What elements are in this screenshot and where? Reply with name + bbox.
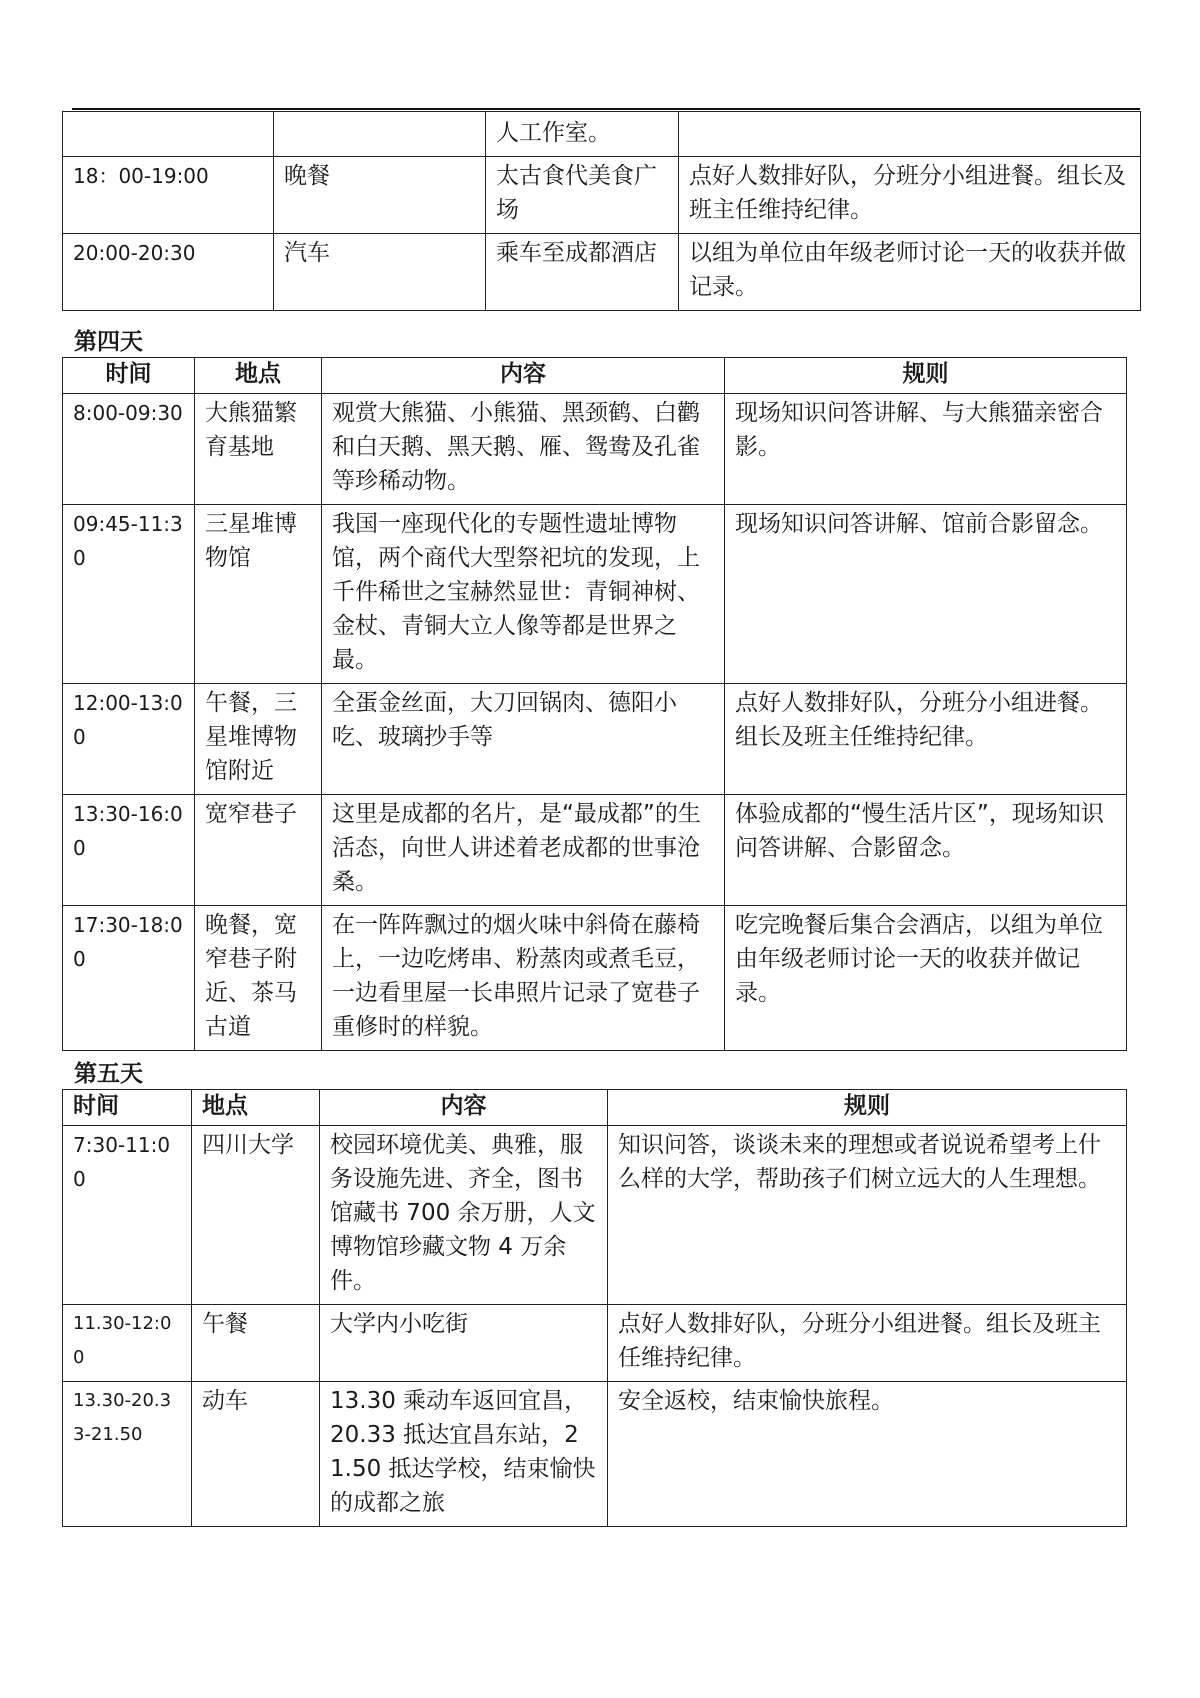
day5-title: 第五天 bbox=[74, 1061, 143, 1087]
top-divider bbox=[72, 108, 1140, 110]
table-header-row bbox=[63, 358, 1127, 394]
table-row bbox=[63, 795, 1127, 906]
table-row bbox=[63, 1126, 1127, 1305]
header-place: 地点 bbox=[192, 1090, 320, 1126]
day4-schedule-table bbox=[62, 357, 1127, 1051]
rules-cell: 点好人数排好队，分班分小组进餐。组长及班主任维持纪律。 bbox=[679, 157, 1141, 234]
content-cell: 乘车至成都酒店 bbox=[486, 234, 679, 311]
header-time: 时间 bbox=[63, 1090, 192, 1126]
place-cell bbox=[274, 112, 486, 157]
place-cell: 晚餐 bbox=[274, 157, 486, 234]
time-cell: 13:30-16:00 bbox=[63, 795, 195, 906]
table-row bbox=[63, 684, 1127, 795]
rules-cell: 安全返校，结束愉快旅程。 bbox=[608, 1382, 1127, 1527]
time-cell: 11.30-12:00 bbox=[63, 1305, 192, 1382]
content-cell: 这里是成都的名片，是“最成都”的生活态，向世人讲述着老成都的世事沧桑。 bbox=[322, 795, 725, 906]
time-cell: 7:30-11:00 bbox=[63, 1126, 192, 1305]
table-row bbox=[63, 1382, 1127, 1527]
time-cell bbox=[63, 112, 274, 157]
table-row bbox=[63, 1305, 1127, 1382]
place-cell: 晚餐，宽窄巷子附近、茶马古道 bbox=[195, 906, 322, 1051]
content-cell: 观赏大熊猫、小熊猫、黑颈鹤、白鹳和白天鹅、黑天鹅、雁、鸳鸯及孔雀等珍稀动物。 bbox=[322, 394, 725, 505]
content-cell: 全蛋金丝面，大刀回锅肉、德阳小吃、玻璃抄手等 bbox=[322, 684, 725, 795]
day3-schedule-table bbox=[62, 111, 1141, 311]
time-cell: 17:30-18:00 bbox=[63, 906, 195, 1051]
rules-cell: 以组为单位由年级老师讨论一天的收获并做记录。 bbox=[679, 234, 1141, 311]
header-content: 内容 bbox=[320, 1090, 608, 1126]
place-cell: 四川大学 bbox=[192, 1126, 320, 1305]
time-cell: 12:00-13:00 bbox=[63, 684, 195, 795]
content-cell: 我国一座现代化的专题性遗址博物馆，两个商代大型祭祀坑的发现，上千件稀世之宝赫然显世：青铜神树、金杖、青铜大立人像等都是世界之最。 bbox=[322, 505, 725, 684]
rules-cell: 吃完晚餐后集合会酒店，以组为单位由年级老师讨论一天的收获并做记录。 bbox=[725, 906, 1127, 1051]
place-cell: 大熊猫繁育基地 bbox=[195, 394, 322, 505]
content-cell: 大学内小吃街 bbox=[320, 1305, 608, 1382]
content-cell: 校园环境优美、典雅，服务设施先进、齐全，图书馆藏书 700 余万册，人文博物馆珍藏文物 4 万余件。 bbox=[320, 1126, 608, 1305]
content-cell: 太古食代美食广场 bbox=[486, 157, 679, 234]
place-cell: 汽车 bbox=[274, 234, 486, 311]
place-cell: 午餐 bbox=[192, 1305, 320, 1382]
content-cell: 13.30 乘动车返回宜昌，20.33 抵达宜昌东站，21.50 抵达学校，结束愉快的成都之旅 bbox=[320, 1382, 608, 1527]
table-row bbox=[63, 234, 1141, 311]
header-rules: 规则 bbox=[725, 358, 1127, 394]
day4-title: 第四天 bbox=[74, 329, 143, 355]
table-row bbox=[63, 906, 1127, 1051]
rules-cell bbox=[679, 112, 1141, 157]
place-cell: 三星堆博物馆 bbox=[195, 505, 322, 684]
day5-schedule-table bbox=[62, 1089, 1127, 1527]
table-row bbox=[63, 157, 1141, 234]
table-row bbox=[63, 112, 1141, 157]
rules-cell: 知识问答，谈谈未来的理想或者说说希望考上什么样的大学，帮助孩子们树立远大的人生理想。 bbox=[608, 1126, 1127, 1305]
table-row bbox=[63, 505, 1127, 684]
table-row bbox=[63, 394, 1127, 505]
time-cell: 18：00-19:00 bbox=[63, 157, 274, 234]
table-header-row bbox=[63, 1090, 1127, 1126]
place-cell: 宽窄巷子 bbox=[195, 795, 322, 906]
time-cell: 09:45-11:30 bbox=[63, 505, 195, 684]
rules-cell: 体验成都的“慢生活片区”，现场知识问答讲解、合影留念。 bbox=[725, 795, 1127, 906]
time-cell: 13.30-20.33-21.50 bbox=[63, 1382, 192, 1527]
header-content: 内容 bbox=[322, 358, 725, 394]
time-cell: 20:00-20:30 bbox=[63, 234, 274, 311]
content-cell: 人工作室。 bbox=[486, 112, 679, 157]
header-time: 时间 bbox=[63, 358, 195, 394]
rules-cell: 点好人数排好队，分班分小组进餐。组长及班主任维持纪律。 bbox=[725, 684, 1127, 795]
header-place: 地点 bbox=[195, 358, 322, 394]
rules-cell: 现场知识问答讲解、与大熊猫亲密合影。 bbox=[725, 394, 1127, 505]
place-cell: 动车 bbox=[192, 1382, 320, 1527]
rules-cell: 现场知识问答讲解、馆前合影留念。 bbox=[725, 505, 1127, 684]
content-cell: 在一阵阵飘过的烟火味中斜倚在藤椅上，一边吃烤串、粉蒸肉或煮毛豆，一边看里屋一长串照片记录了宽巷子重修时的样貌。 bbox=[322, 906, 725, 1051]
rules-cell: 点好人数排好队，分班分小组进餐。组长及班主任维持纪律。 bbox=[608, 1305, 1127, 1382]
time-cell: 8:00-09:30 bbox=[63, 394, 195, 505]
header-rules: 规则 bbox=[608, 1090, 1127, 1126]
place-cell: 午餐，三星堆博物馆附近 bbox=[195, 684, 322, 795]
